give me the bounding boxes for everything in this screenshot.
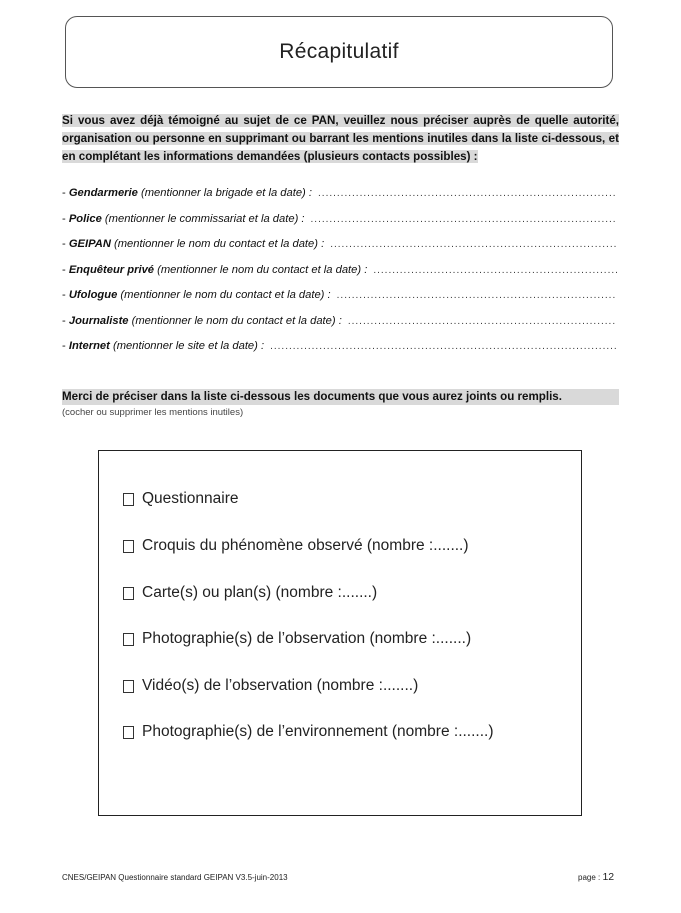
document-label: Vidéo(s) de l’observation (nombre :.......)	[142, 677, 419, 694]
document-label: Photographie(s) de l’environnement (nombre :.......)	[142, 723, 494, 740]
documents-title: Merci de préciser dans la liste ci-dessous les documents que vous aurez joints ou remplis.	[62, 389, 619, 405]
contact-fill-line[interactable]	[337, 290, 617, 301]
contact-item-journaliste[interactable]	[62, 315, 617, 341]
document-item-videos[interactable]	[123, 677, 418, 695]
checkbox[interactable]	[123, 680, 134, 693]
intro-text: Si vous avez déjà témoigné au sujet de ce PAN, veuillez nous préciser auprès de quelle autorité, organisation ou personne en supprimant ou barrant les mentions inutiles dans la liste ci-dessous, et en complétant les informations demandées (plusieurs contacts possibles) :	[62, 114, 619, 163]
contact-item-internet[interactable]	[62, 340, 617, 366]
contact-prefix: -	[62, 263, 69, 276]
contact-description: (mentionner le commissariat et la date) :	[101, 212, 305, 225]
document-label: Carte(s) ou plan(s) (nombre :.......)	[142, 584, 378, 601]
contact-keyword: GEIPAN	[68, 238, 111, 250]
contact-prefix: -	[62, 314, 69, 327]
document-label: Questionnaire	[142, 490, 239, 507]
page-label: page :	[578, 873, 603, 882]
contact-fill-line[interactable]	[318, 188, 617, 199]
documents-box	[98, 450, 582, 816]
intro-paragraph	[62, 112, 619, 166]
contact-keyword: Gendarmerie	[68, 187, 138, 199]
checkbox[interactable]	[123, 726, 134, 739]
contact-item-ufologue[interactable]	[62, 289, 617, 315]
checkbox[interactable]	[123, 493, 134, 506]
contact-item-gendarmerie[interactable]	[62, 187, 617, 213]
contact-keyword: Internet	[68, 340, 110, 352]
document-item-questionnaire[interactable]	[123, 490, 239, 508]
contact-fill-line[interactable]	[270, 341, 617, 352]
contact-description: (mentionner le nom du contact et la date) :	[128, 314, 342, 327]
contact-description: (mentionner le nom du contact et la date) :	[154, 263, 368, 276]
document-item-photos-observation[interactable]	[123, 630, 471, 648]
contact-item-enqueteur-prive[interactable]	[62, 264, 617, 290]
documents-note: (cocher ou supprimer les mentions inutiles)	[62, 407, 244, 418]
contact-list	[62, 187, 617, 366]
checkbox[interactable]	[123, 587, 134, 600]
contact-prefix: -	[62, 340, 69, 352]
contact-description: (mentionner le site et la date) :	[109, 340, 265, 352]
contact-item-geipan[interactable]	[62, 238, 617, 264]
contact-fill-line[interactable]	[311, 214, 617, 225]
contact-fill-line[interactable]	[373, 265, 617, 276]
footer-page	[578, 871, 614, 883]
contact-item-police[interactable]	[62, 213, 617, 239]
contact-keyword: Journaliste	[68, 314, 129, 327]
contact-keyword: Police	[68, 212, 102, 225]
checkbox[interactable]	[123, 540, 134, 553]
contact-fill-line[interactable]	[330, 239, 617, 250]
contact-keyword: Ufologue	[68, 289, 118, 301]
page-number: 12	[602, 871, 615, 883]
contact-prefix: -	[62, 238, 69, 250]
contact-prefix: -	[62, 212, 69, 225]
contact-description: (mentionner le nom du contact et la date) :	[110, 238, 325, 250]
contact-fill-line[interactable]	[348, 316, 617, 327]
document-item-cartes[interactable]	[123, 584, 377, 602]
page-title: Récapitulatif	[279, 40, 399, 63]
document-item-croquis[interactable]	[123, 537, 469, 555]
footer-document-reference: CNES/GEIPAN Questionnaire standard GEIPAN V3.5-juin-2013	[62, 873, 288, 882]
document-item-photos-environnement[interactable]	[123, 723, 494, 741]
contact-prefix: -	[62, 289, 69, 301]
document-label: Photographie(s) de l’observation (nombre :.......)	[142, 630, 472, 647]
title-box	[65, 16, 613, 88]
checkbox[interactable]	[123, 633, 134, 646]
contact-prefix: -	[62, 187, 69, 199]
contact-keyword: Enquêteur privé	[68, 263, 155, 276]
contact-description: (mentionner la brigade et la date) :	[137, 187, 313, 199]
document-label: Croquis du phénomène observé (nombre :.......)	[142, 537, 469, 554]
contact-description: (mentionner le nom du contact et la date) :	[117, 289, 331, 301]
